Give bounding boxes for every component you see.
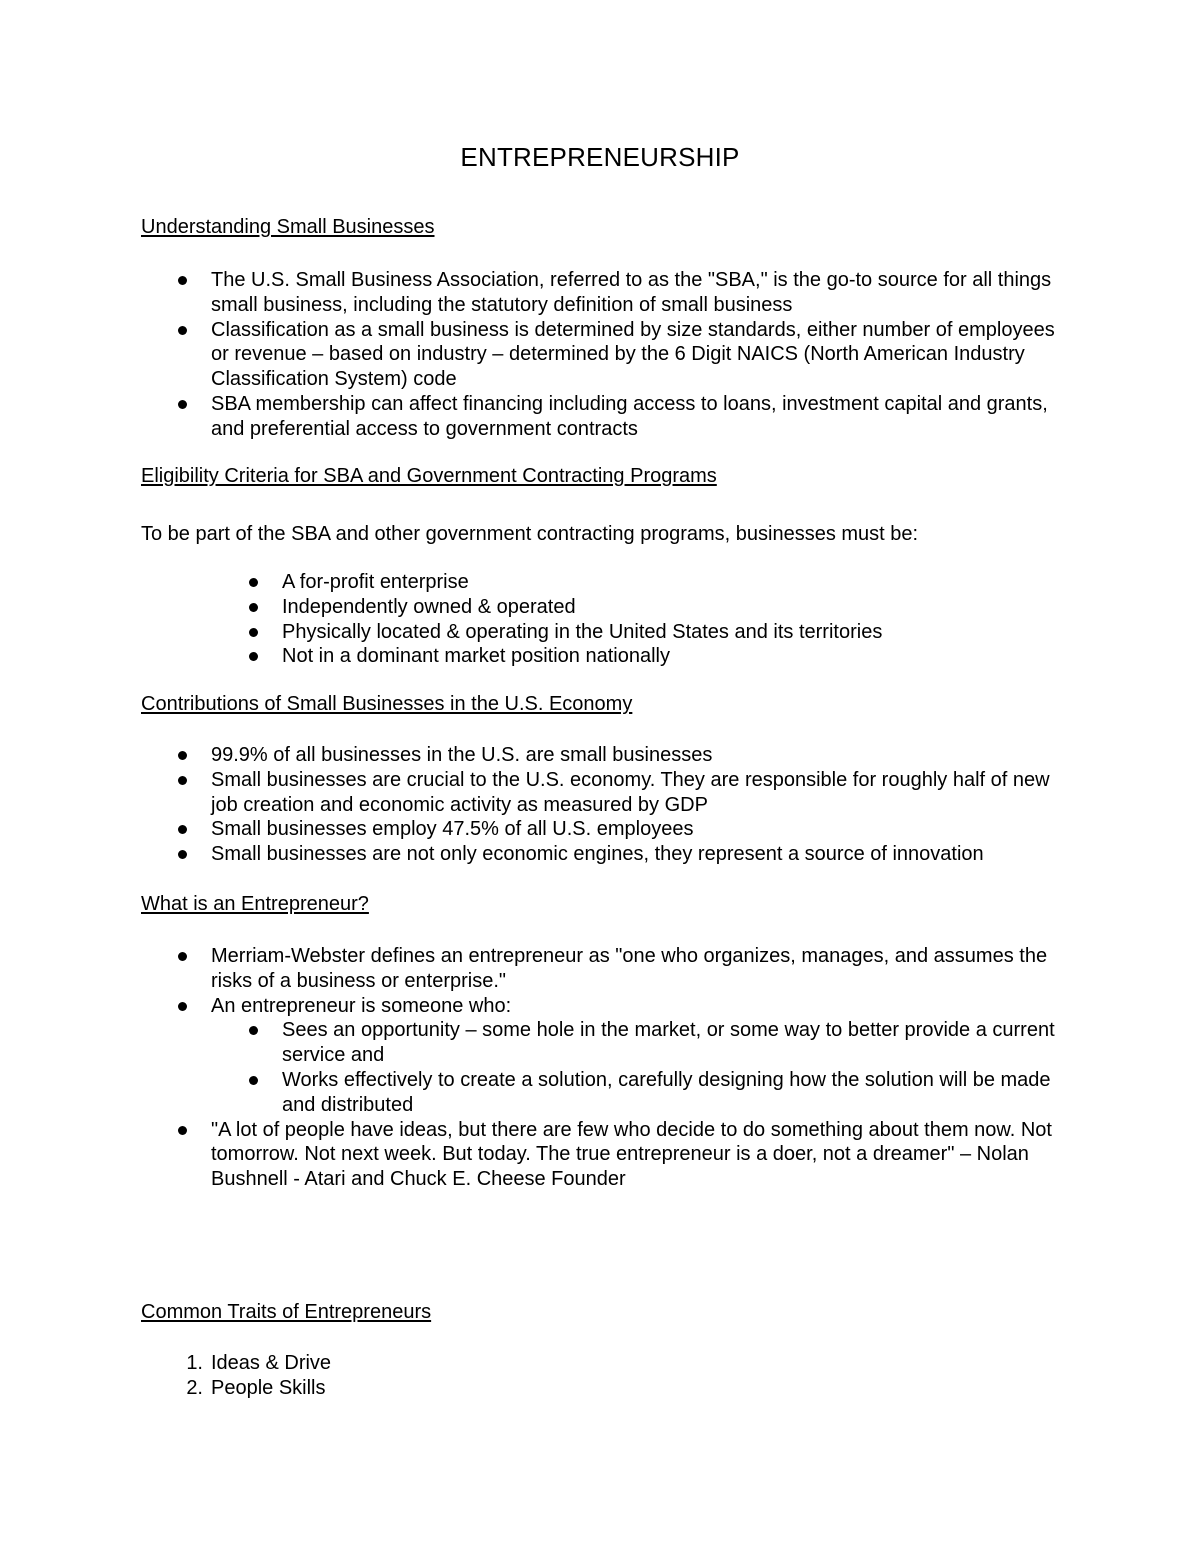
entrepreneur-sub-bullet-list: [282, 1018, 1071, 1117]
list-item-text: An entrepreneur is someone who:: [211, 994, 512, 1017]
list-number: 2.: [186, 1376, 203, 1399]
list-item: Classification as a small business is determined by size standards, either number of employees or revenue – based on industry – determined by the 6 Digit NAICS (North American Industry Classification System) code: [211, 318, 1071, 392]
list-item: SBA membership can affect financing including access to loans, investment capital and grants, and preferential access to government contracts: [211, 392, 1071, 442]
list-item: [211, 994, 1071, 1118]
common-traits-numbered-list: [186, 1351, 1071, 1401]
sub-list-item: Sees an opportunity – some hole in the market, or some way to better provide a current service and: [282, 1018, 1071, 1068]
eligibility-bullet-list: [282, 570, 1072, 669]
section-heading-contributions: Contributions of Small Businesses in the U.S. Economy: [141, 693, 633, 715]
contributions-bullet-list: [211, 743, 1071, 867]
list-item: The U.S. Small Business Association, referred to as the "SBA," is the go-to source for all things small business, including the statutory definition of small business: [211, 268, 1071, 318]
section-heading-eligibility-criteria: Eligibility Criteria for SBA and Government Contracting Programs: [141, 465, 717, 487]
numbered-item: [186, 1376, 1071, 1401]
numbered-item-text: People Skills: [211, 1376, 326, 1399]
entrepreneur-bullet-list: [211, 944, 1071, 1192]
sub-list-item: Works effectively to create a solution, carefully designing how the solution will be made and distributed: [282, 1068, 1071, 1118]
list-item: "A lot of people have ideas, but there are few who decide to do something about them now. Not tomorrow. Not next week. But today. The true entrepreneur is a doer, not a dreamer" – Nolan Bushnell - Atari and Chuck E. Cheese Founder: [211, 1118, 1071, 1192]
list-item: Not in a dominant market position nationally: [282, 644, 1072, 669]
list-item: Merriam-Webster defines an entrepreneur as "one who organizes, manages, and assumes the risks of a business or enterprise.": [211, 944, 1071, 994]
list-item: Small businesses employ 47.5% of all U.S. employees: [211, 817, 1071, 842]
list-item: Small businesses are not only economic engines, they represent a source of innovation: [211, 842, 1071, 867]
list-item: Small businesses are crucial to the U.S. economy. They are responsible for roughly half of new job creation and economic activity as measured by GDP: [211, 768, 1071, 818]
list-item: Physically located & operating in the United States and its territories: [282, 620, 1072, 645]
list-item: 99.9% of all businesses in the U.S. are small businesses: [211, 743, 1071, 768]
understanding-bullet-list: [211, 268, 1071, 442]
numbered-item-text: Ideas & Drive: [211, 1352, 332, 1374]
eligibility-intro-paragraph: To be part of the SBA and other government contracting programs, businesses must be:: [141, 523, 919, 545]
numbered-item: [186, 1351, 1071, 1376]
section-heading-common-traits: Common Traits of Entrepreneurs: [141, 1301, 432, 1323]
document-title: ENTREPRENEURSHIP: [460, 142, 740, 172]
section-heading-what-is-an-entrepreneur: What is an Entrepreneur?: [141, 893, 369, 915]
list-number: 1.: [186, 1352, 203, 1374]
list-item: A for-profit enterprise: [282, 570, 1072, 595]
section-heading-understanding-small-businesses: Understanding Small Businesses: [141, 216, 435, 238]
list-item: Independently owned & operated: [282, 595, 1072, 620]
